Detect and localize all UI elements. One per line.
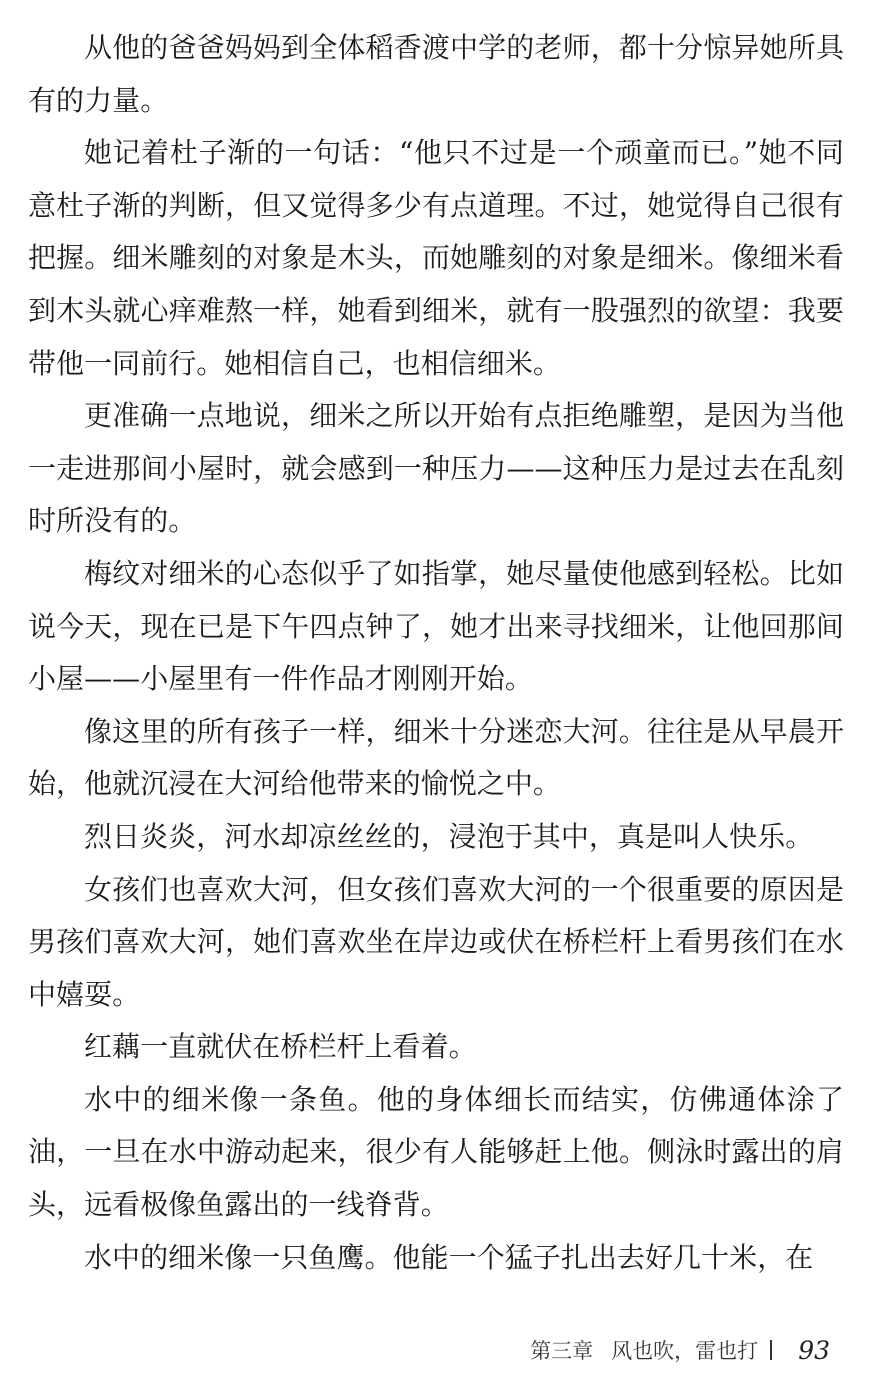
page-body — [28, 22, 844, 1284]
paragraph: 她记着杜子渐的一句话：“他只不过是一个顽童而已。”她不同意杜子渐的判断，但又觉得多少有点道理。不过，她觉得自己很有把握。细米雕刻的对象是木头，而她雕刻的对象是细米。像细米看到木头就心痒难熬一样，她看到细米，就有一股强烈的欲望：我要带他一同前行。她相信自己，也相信细米。 — [28, 136, 844, 380]
paragraph: 女孩们也喜欢大河，但女孩们喜欢大河的一个很重要的原因是男孩们喜欢大河，她们喜欢坐在岸边或伏在桥栏杆上看男孩们在水中嬉耍。 — [28, 872, 844, 1011]
chapter-label: 第三章 — [530, 1339, 594, 1363]
footer-separator — [770, 1340, 772, 1360]
paragraph: 像这里的所有孩子一样，细米十分迷恋大河。往往是从早晨开始，他就沉浸在大河给他带来的愉悦之中。 — [28, 714, 844, 801]
paragraph: 水中的细米像一条鱼。他的身体细长而结实，仿佛通体涂了油，一旦在水中游动起来，很少有人能够赶上他。侧泳时露出的肩头，远看极像鱼露出的一线脊背。 — [28, 1082, 844, 1222]
paragraph: 从他的爸爸妈妈到全体稻香渡中学的老师，都十分惊异她所具有的力量。 — [28, 31, 844, 117]
paragraph: 更准确一点地说，细米之所以开始有点拒绝雕塑，是因为当他一走进那间小屋时，就会感到一种压力——这种压力是过去在乱刻时所没有的。 — [28, 399, 844, 538]
page-number: 93 — [798, 1335, 830, 1365]
paragraph: 烈日炎炎，河水却凉丝丝的，浸泡于其中，真是叫人快乐。 — [84, 819, 814, 853]
paragraph: 红藕一直就伏在桥栏杆上看着。 — [84, 1030, 477, 1064]
chapter-title: 风也吹，雷也打 — [611, 1339, 759, 1363]
paragraph: 水中的细米像一只鱼鹰。他能一个猛子扎出去好几十米，在 — [84, 1240, 814, 1274]
paragraph: 梅纹对细米的心态似乎了如指掌，她尽量使他感到轻松。比如说今天，现在已是下午四点钟了，她才出来寻找细米，让他回那间小屋——小屋里有一件作品才刚刚开始。 — [28, 556, 844, 696]
page-footer — [530, 1330, 830, 1370]
